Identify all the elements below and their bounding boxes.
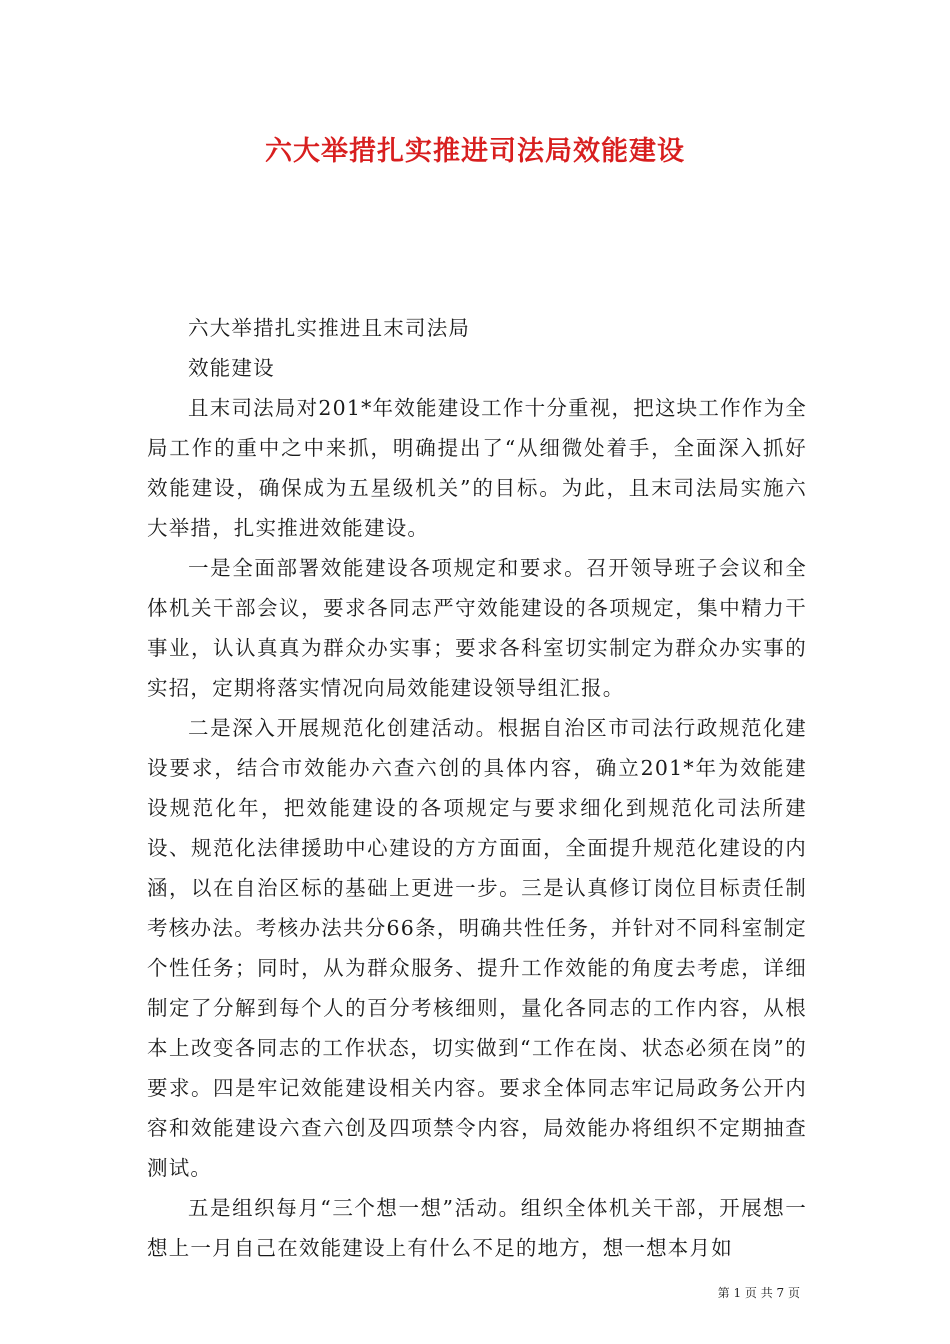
document-body [147,308,807,1268]
page-number-footer: 第 1 页 共 7 页 [717,1286,800,1300]
document-title: 六大举措扎实推进司法局效能建设 [265,136,685,167]
paragraph-measure-5: 五是组织每月“三个想一想”活动。组织全体机关干部，开展想一想上一月自己在效能建设上有什么不足的地方，想一想本月如 [147,1196,807,1260]
paragraph-measure-1: 一是全面部署效能建设各项规定和要求。召开领导班子会议和全体机关干部会议，要求各同志严守效能建设的各项规定，集中精力干事业，认认真真为群众办实事；要求各科室切实制定为群众办实事的实招，定期将落实情况向局效能建设领导组汇报。 [147,556,807,700]
paragraph-measure-2-4: 二是深入开展规范化创建活动。根据自治区市司法行政规范化建设要求，结合市效能办六查六创的具体内容，确立201*年为效能建设规范化年，把效能建设的各项规定与要求细化到规范化司法所建设、规范化法律援助中心建设的方方面面，全面提升规范化建设的内涵，以在自治区标的基础上更进一步。三是认真修订岗位目标责任制考核办法。考核办法共分66条，明确共性任务，并针对不同科室制定个性任务；同时，从为群众服务、提升工作效能的角度去考虑，详细制定了分解到每个人的百分考核细则，量化各同志的工作内容，从根本上改变各同志的工作状态，切实做到“工作在岗、状态必须在岗”的要求。四是牢记效能建设相关内容。要求全体同志牢记局政务公开内容和效能建设六查六创及四项禁令内容，局效能办将组织不定期抽查测试。 [147,716,807,1180]
paragraph-subtitle-line-1: 六大举措扎实推进且末司法局 [188,316,471,340]
paragraph-intro: 且末司法局对201*年效能建设工作十分重视，把这块工作作为全局工作的重中之中来抓，明确提出了“从细微处着手，全面深入抓好效能建设，确保成为五星级机关”的目标。为此，且末司法局实施六大举措，扎实推进效能建设。 [147,396,807,540]
paragraph-subtitle-line-2: 效能建设 [188,356,275,380]
